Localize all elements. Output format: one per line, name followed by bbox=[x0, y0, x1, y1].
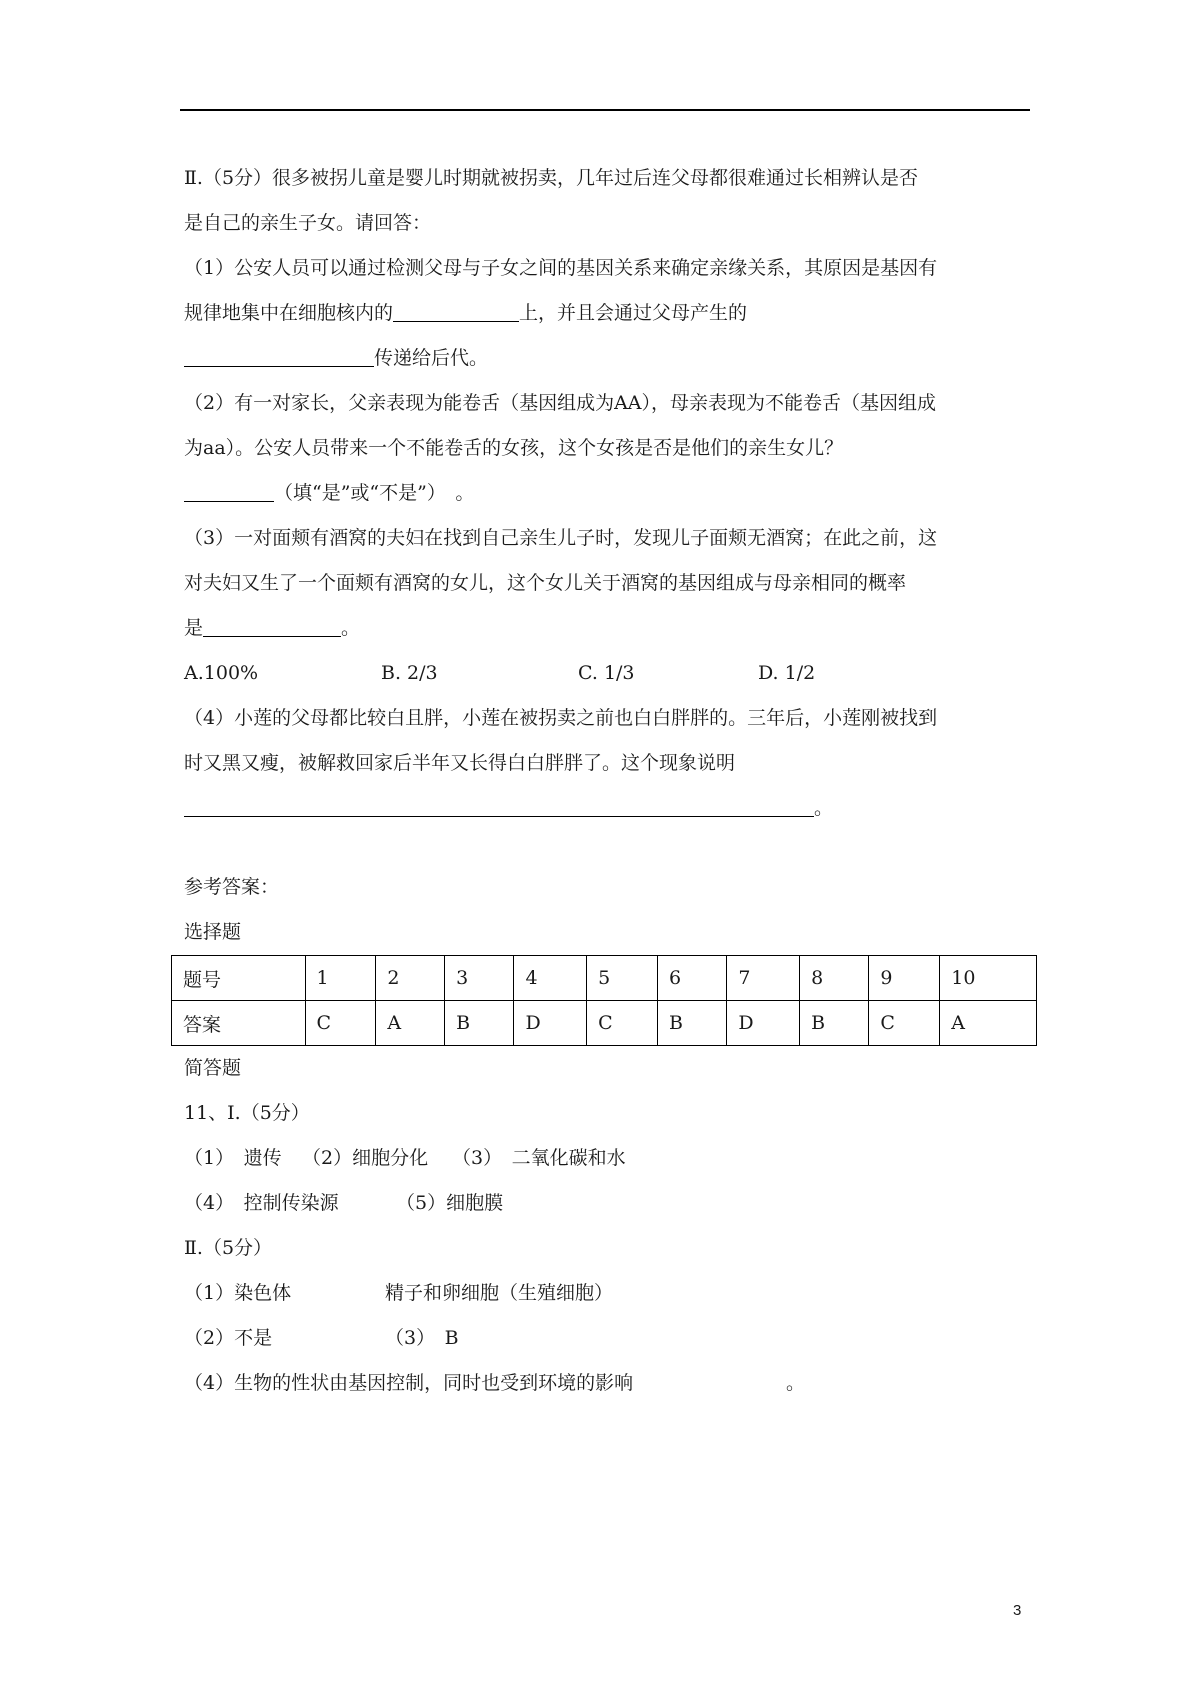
part-i-line-2 bbox=[184, 1181, 1034, 1226]
part-ii-line-1 bbox=[184, 1271, 1034, 1316]
part-ii-answer-2: （2）不是 bbox=[184, 1327, 273, 1349]
q4-answer-blank bbox=[184, 790, 814, 817]
answer-table bbox=[171, 955, 1037, 1046]
table-cell: 6 bbox=[658, 956, 727, 1001]
q3-line-2: 对夫妇又生了一个面颊有酒窝的女儿，这个女儿关于酒窝的基因组成与母亲相同的概率 bbox=[184, 572, 907, 594]
table-cell: C bbox=[587, 1001, 658, 1046]
table-cell: C bbox=[869, 1001, 940, 1046]
table-cell: B bbox=[800, 1001, 869, 1046]
q3-answer-blank bbox=[203, 610, 341, 637]
part-i-answer-1: （1） 遗传 bbox=[184, 1147, 282, 1169]
part-ii-heading: Ⅱ.（5分） bbox=[184, 1237, 273, 1259]
table-cell: 9 bbox=[869, 956, 940, 1001]
option-a: A.100% bbox=[184, 662, 259, 684]
question-intro-line-1: Ⅱ.（5分）很多被拐儿童是婴儿时期就被拐卖，几年过后连父母都很难通过长相辨认是否 bbox=[184, 167, 919, 189]
q2-line-1: （2）有一对家长，父亲表现为能卷舌（基因组成为AA），母亲表现为不能卷舌（基因组成 bbox=[184, 392, 937, 414]
table-cell: 7 bbox=[727, 956, 800, 1001]
part-ii-answer-4-end: 。 bbox=[786, 1372, 806, 1394]
table-row bbox=[172, 956, 1037, 1001]
q4-line-2: 时又黑又瘦，被解救回家后半年又长得白白胖胖了。这个现象说明 bbox=[184, 752, 736, 774]
q3-options bbox=[184, 651, 1034, 696]
q2-line-2: 为aa）。公安人员带来一个不能卷舌的女孩，这个女孩是否是他们的亲生女儿？ bbox=[184, 437, 844, 459]
q1-line-1: （1）公安人员可以通过检测父母与子女之间的基因关系来确定亲缘关系，其原因是基因有 bbox=[184, 257, 938, 279]
part-ii-answer-1b: 精子和卵细胞（生殖细胞） bbox=[385, 1282, 614, 1304]
table-cell: 2 bbox=[376, 956, 445, 1001]
part-i-answer-5: （5）细胞膜 bbox=[396, 1192, 504, 1214]
option-d: D. 1/2 bbox=[758, 662, 816, 684]
page-number: 3 bbox=[1013, 1602, 1022, 1619]
q11-heading: 11、Ⅰ.（5分） bbox=[184, 1102, 310, 1124]
table-cell: 5 bbox=[587, 956, 658, 1001]
table-cell: A bbox=[940, 1001, 1037, 1046]
part-ii-answer-1a: （1）染色体 bbox=[184, 1282, 292, 1304]
part-i-answer-4: （4） 控制传染源 bbox=[184, 1192, 339, 1214]
table-cell: 10 bbox=[940, 956, 1037, 1001]
section-gap bbox=[184, 831, 1034, 865]
q1-text-a: 规律地集中在细胞核内的 bbox=[184, 302, 394, 324]
q1-text-b: 上，并且会通过父母产生的 bbox=[519, 302, 748, 324]
q2-text-b: （填“是”或“不是”） 。 bbox=[274, 482, 475, 504]
document-body bbox=[184, 156, 1034, 1406]
row-label-answer: 答案 bbox=[172, 1001, 306, 1046]
q1-text-c: 传递给后代。 bbox=[374, 347, 489, 369]
part-i-line-1 bbox=[184, 1136, 1034, 1181]
table-cell: D bbox=[514, 1001, 587, 1046]
table-cell: 4 bbox=[514, 956, 587, 1001]
q3-line-1: （3）一对面颊有酒窝的夫妇在找到自己亲生儿子时，发现儿子面颊无酒窝；在此之前，这 bbox=[184, 527, 938, 549]
table-cell: B bbox=[658, 1001, 727, 1046]
q1-line-2 bbox=[184, 291, 1034, 336]
part-i-answer-3: （3） 二氧化碳和水 bbox=[452, 1147, 626, 1169]
header-rule bbox=[180, 109, 1030, 111]
table-cell: A bbox=[376, 1001, 445, 1046]
table-cell: C bbox=[305, 1001, 376, 1046]
option-b: B. 2/3 bbox=[381, 662, 438, 684]
q1-answer-blank-2 bbox=[184, 340, 374, 367]
row-label-number: 题号 bbox=[172, 956, 306, 1001]
part-ii-answer-4: （4）生物的性状由基因控制，同时也受到环境的影响 bbox=[184, 1372, 634, 1394]
table-cell: D bbox=[727, 1001, 800, 1046]
table-cell: 3 bbox=[445, 956, 514, 1001]
q4-line-1: （4）小莲的父母都比较白且胖，小莲在被拐卖之前也白白胖胖的。三年后，小莲刚被找到 bbox=[184, 707, 938, 729]
question-intro-line-2: 是自己的亲生子女。请回答： bbox=[184, 212, 432, 234]
part-ii-line-3 bbox=[184, 1361, 1034, 1406]
q2-line-3 bbox=[184, 471, 1034, 516]
q1-line-3 bbox=[184, 336, 1034, 381]
q3-text-b: 。 bbox=[341, 617, 361, 639]
part-ii-line-2 bbox=[184, 1316, 1034, 1361]
short-answer-heading: 简答题 bbox=[184, 1057, 242, 1079]
table-row bbox=[172, 1001, 1037, 1046]
q2-answer-blank bbox=[184, 475, 274, 502]
table-cell: B bbox=[445, 1001, 514, 1046]
q1-answer-blank-1 bbox=[393, 295, 519, 322]
q3-line-3 bbox=[184, 606, 1034, 651]
option-c: C. 1/3 bbox=[578, 662, 635, 684]
part-i-answer-2: （2）细胞分化 bbox=[302, 1147, 429, 1169]
q3-text-a: 是 bbox=[184, 617, 204, 639]
table-cell: 1 bbox=[305, 956, 376, 1001]
q4-line-3 bbox=[184, 786, 1034, 831]
table-cell: 8 bbox=[800, 956, 869, 1001]
answers-heading: 参考答案： bbox=[184, 876, 280, 898]
part-ii-answer-3: （3） B bbox=[385, 1327, 459, 1349]
choice-heading: 选择题 bbox=[184, 921, 242, 943]
q4-text-b: 。 bbox=[814, 797, 834, 819]
